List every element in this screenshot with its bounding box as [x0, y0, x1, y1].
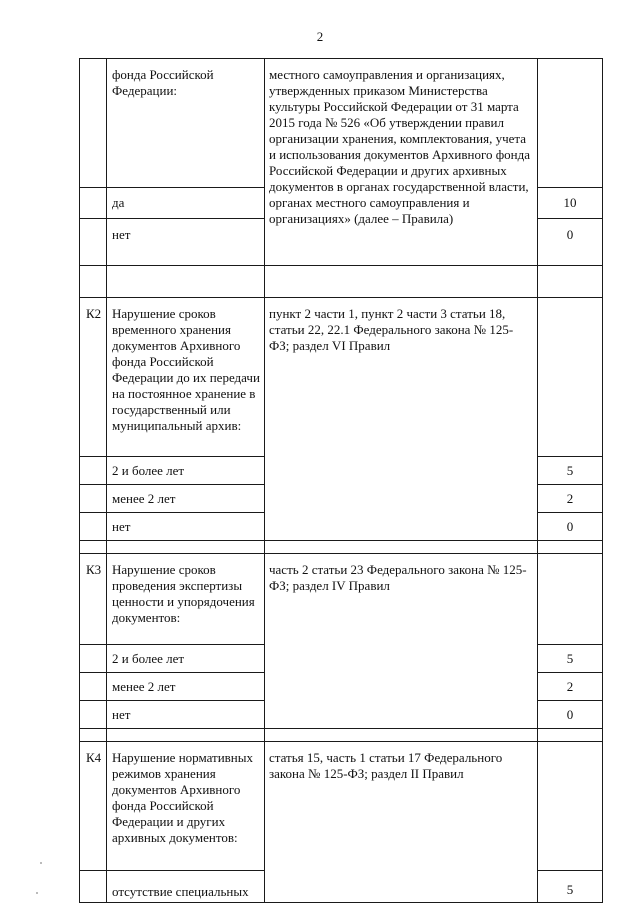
option-label: нет — [107, 513, 265, 541]
reference-cell: часть 2 статьи 23 Федерального закона № 125-ФЗ; раздел IV Правил — [265, 554, 538, 729]
option-points: 2 — [538, 673, 603, 701]
option-points: 5 — [538, 457, 603, 485]
criterion-code: К4 — [80, 742, 107, 871]
option-label: да — [107, 188, 265, 219]
option-label: менее 2 лет — [107, 485, 265, 513]
option-label: менее 2 лет — [107, 673, 265, 701]
option-points: 0 — [538, 701, 603, 729]
table-row — [80, 742, 603, 871]
code-cell — [80, 59, 107, 188]
option-label: нет — [107, 701, 265, 729]
option-points: 10 — [538, 188, 603, 219]
table-row — [80, 554, 603, 645]
criterion-code: К2 — [80, 298, 107, 457]
table-row — [80, 59, 603, 188]
criterion-cell: Нарушение сроков проведения экспертизы ценности и упорядочения документов: — [107, 554, 265, 645]
criteria-table — [79, 58, 603, 903]
reference-cell: статья 15, часть 1 статьи 17 Федерального закона № 125-ФЗ; раздел II Правил — [265, 742, 538, 903]
option-points: 2 — [538, 485, 603, 513]
criterion-cell: Нарушение нормативных режимов хранения документов Архивного фонда Российской Федерации и других архивных документов: — [107, 742, 265, 871]
criterion-code: К3 — [80, 554, 107, 645]
option-label: 2 и более лет — [107, 457, 265, 485]
option-points: 0 — [538, 219, 603, 266]
criterion-cell: Нарушение сроков временного хранения документов Архивного фонда Российской Федерации до их передачи на постоянное хранение в государственный или муниципальный архив: — [107, 298, 265, 457]
scan-artifact — [40, 862, 42, 864]
scan-artifact — [36, 892, 38, 894]
points-cell — [538, 59, 603, 188]
reference-cell: пункт 2 части 1, пункт 2 части 3 статьи 18, статьи 22, 22.1 Федерального закона № 125-ФЗ; раздел VI Правил — [265, 298, 538, 541]
option-points: 0 — [538, 513, 603, 541]
option-points: 5 — [538, 645, 603, 673]
option-label: нет — [107, 219, 265, 266]
reference-cell: местного самоуправления и организациях, утвержденных приказом Министерства культуры Российской Федерации от 31 марта 2015 года № 526 «Об утверждении правил организации хранения, комплектования, учета и использования документов Архивного фонда Российской Федерации и других архивных документов в органах государственной власти, органах местного самоуправления и организациях» (далее – Правила) — [265, 59, 538, 266]
option-points: 5 — [538, 871, 603, 903]
option-label: отсутствие специальных — [107, 871, 265, 903]
page-number: 2 — [316, 29, 324, 44]
criterion-cell: фонда Российской Федерации: — [107, 59, 265, 188]
option-label: 2 и более лет — [107, 645, 265, 673]
table-row — [80, 298, 603, 457]
